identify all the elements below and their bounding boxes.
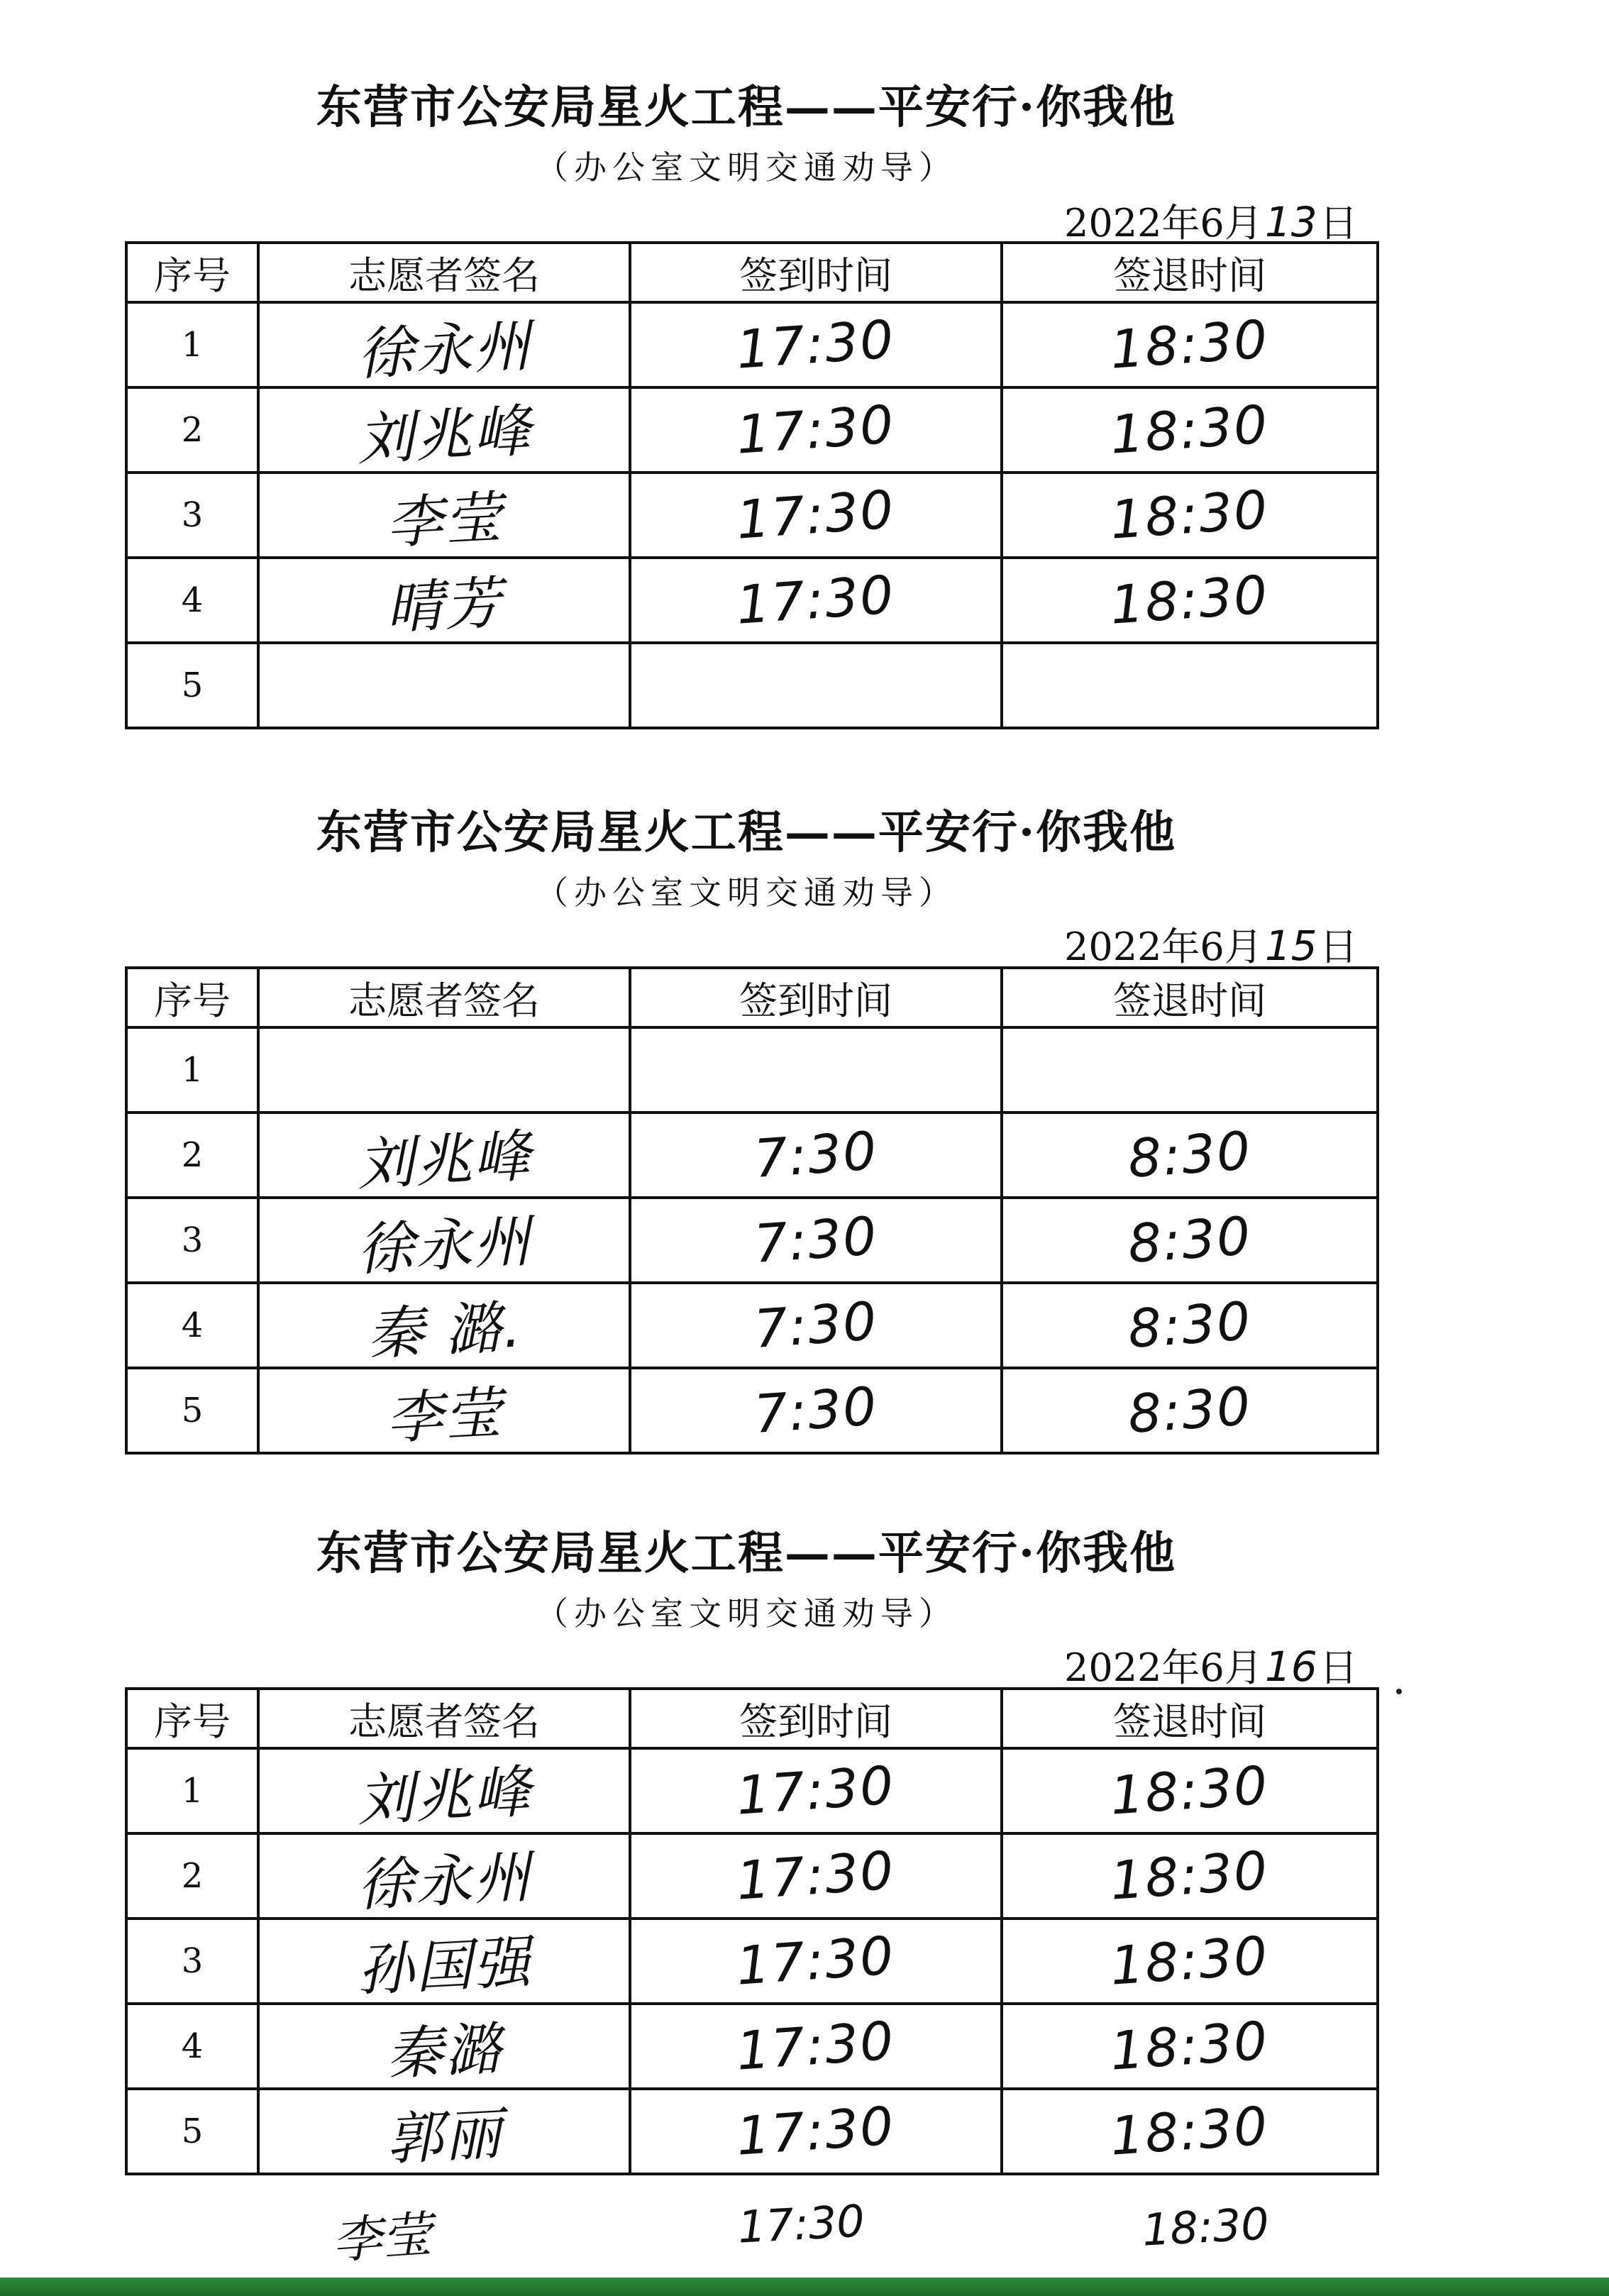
sheet-title: 东营市公安局星火工程——平安行·你我他 [316,1527,1177,1580]
checkin-time: 7:30 [752,1120,880,1190]
checkout-time: 8:30 [1126,1291,1254,1360]
row-number: 4 [126,2004,258,2089]
table-header-row [126,1689,1378,1748]
extra-checkout-time: 18:30 [1141,2197,1271,2256]
table-row [126,1748,1378,1833]
sheet-date [1064,1638,1376,1692]
row-number: 1 [126,302,258,387]
checkin-time: 17:30 [734,1840,897,1912]
checkin-time: 7:30 [752,1291,880,1360]
row-number: 2 [126,387,258,473]
table-header-row [126,243,1378,302]
checkout-time: 18:30 [1108,1840,1271,1912]
table-row [126,1368,1378,1453]
header-signature: 志愿者签名 [258,243,630,302]
row-number: 2 [126,1833,258,1919]
checkout-time: 18:30 [1108,1755,1271,1827]
signin-table [125,241,1379,729]
volunteer-signature: 孙国强 [355,1928,533,2004]
date-day-handwritten: 15 [1264,922,1317,970]
row-number: 3 [126,1919,258,2004]
sheet-subtitle: （办公室文明交通劝导） [536,1594,957,1633]
signin-table [125,1687,1379,2175]
checkout-time: 8:30 [1126,1376,1254,1445]
date-prefix: 2022年6月 [1064,925,1263,969]
table-row [126,1833,1378,1919]
date-suffix: 日 [1319,201,1358,245]
extra-signature: 李莹 [330,2205,434,2270]
ink-dot [1396,1689,1402,1694]
checkout-time: 18:30 [1108,479,1271,551]
table-row [126,1027,1378,1113]
row-number: 5 [126,643,258,728]
checkin-time: 17:30 [734,394,897,466]
header-checkin: 签到时间 [630,243,1002,302]
row-number: 1 [126,1027,258,1113]
date-suffix: 日 [1319,925,1358,969]
checkout-time: 18:30 [1108,394,1271,466]
checkin-time: 17:30 [734,479,897,551]
row-number: 3 [126,473,258,558]
volunteer-signature: 郭丽 [385,2100,504,2173]
checkout-time: 18:30 [1108,309,1271,381]
checkin-time: 17:30 [734,1925,897,1997]
table-header-row [126,968,1378,1027]
checkin-time: 17:30 [734,2010,897,2082]
header-number: 序号 [126,968,258,1027]
sheet-title: 东营市公安局星火工程——平安行·你我他 [316,81,1177,134]
header-checkin: 签到时间 [630,1689,1002,1748]
table-row [126,558,1378,643]
checkout-time: 18:30 [1108,564,1271,636]
table-row [126,2004,1378,2089]
table-row [126,1113,1378,1198]
header-checkin: 签到时间 [630,968,1002,1027]
table-row [126,387,1378,473]
row-number: 5 [126,1368,258,1453]
volunteer-signature: 刘兆峰 [355,1122,533,1198]
volunteer-signature: 李莹 [385,1379,504,1452]
sheet-title: 东营市公安局星火工程——平安行·你我他 [316,806,1177,859]
checkin-time: 7:30 [752,1205,880,1275]
checkout-time: 18:30 [1108,2095,1271,2168]
date-prefix: 2022年6月 [1064,201,1263,245]
date-day-handwritten: 16 [1264,1643,1317,1691]
row-number: 1 [126,1748,258,1833]
table-row [126,302,1378,387]
table-row [126,1919,1378,2004]
header-signature: 志愿者签名 [258,968,630,1027]
row-number: 5 [126,2089,258,2174]
table-row [126,2089,1378,2174]
volunteer-signature: 刘兆峰 [355,1758,533,1833]
volunteer-signature: 晴芳 [385,569,504,641]
table-row [126,1283,1378,1368]
sheet-date [1064,193,1376,248]
row-number: 4 [126,1283,258,1368]
checkout-time: 18:30 [1108,1925,1271,1997]
header-number: 序号 [126,243,258,302]
extra-checkin-time: 17:30 [736,2195,866,2253]
checkin-time: 17:30 [734,564,897,636]
checkin-time: 17:30 [734,309,897,381]
volunteer-signature: 徐永州 [355,1843,533,1919]
header-signature: 志愿者签名 [258,1689,630,1748]
volunteer-signature: 秦潞 [385,2015,504,2087]
date-day-handwritten: 13 [1264,198,1317,246]
header-checkout: 签退时间 [1002,968,1378,1027]
checkin-time: 17:30 [734,1755,897,1827]
volunteer-signature: 徐永州 [355,312,533,387]
volunteer-signature: 刘兆峰 [355,397,533,473]
row-number: 2 [126,1113,258,1198]
row-number: 4 [126,558,258,643]
date-prefix: 2022年6月 [1064,1645,1263,1690]
table-row [126,473,1378,558]
volunteer-signature: 李莹 [385,484,504,556]
date-suffix: 日 [1319,1645,1358,1690]
checkout-time: 8:30 [1126,1205,1254,1275]
checkin-time: 7:30 [752,1376,880,1445]
volunteer-signature: 秦 潞. [365,1293,524,1368]
sheet-date [1064,917,1376,971]
checkout-time: 8:30 [1126,1120,1254,1190]
sheet-subtitle: （办公室文明交通劝导） [536,873,957,912]
row-number: 3 [126,1198,258,1283]
volunteer-signature: 徐永州 [355,1208,533,1283]
header-checkout: 签退时间 [1002,1689,1378,1748]
table-row [126,1198,1378,1283]
checkin-time: 17:30 [734,2095,897,2168]
header-checkout: 签退时间 [1002,243,1378,302]
table-row [126,643,1378,728]
signin-table [125,966,1379,1455]
sheet-subtitle: （办公室文明交通劝导） [536,148,957,187]
green-background-strip [0,2278,1609,2296]
checkout-time: 18:30 [1108,2010,1271,2082]
header-number: 序号 [126,1689,258,1748]
